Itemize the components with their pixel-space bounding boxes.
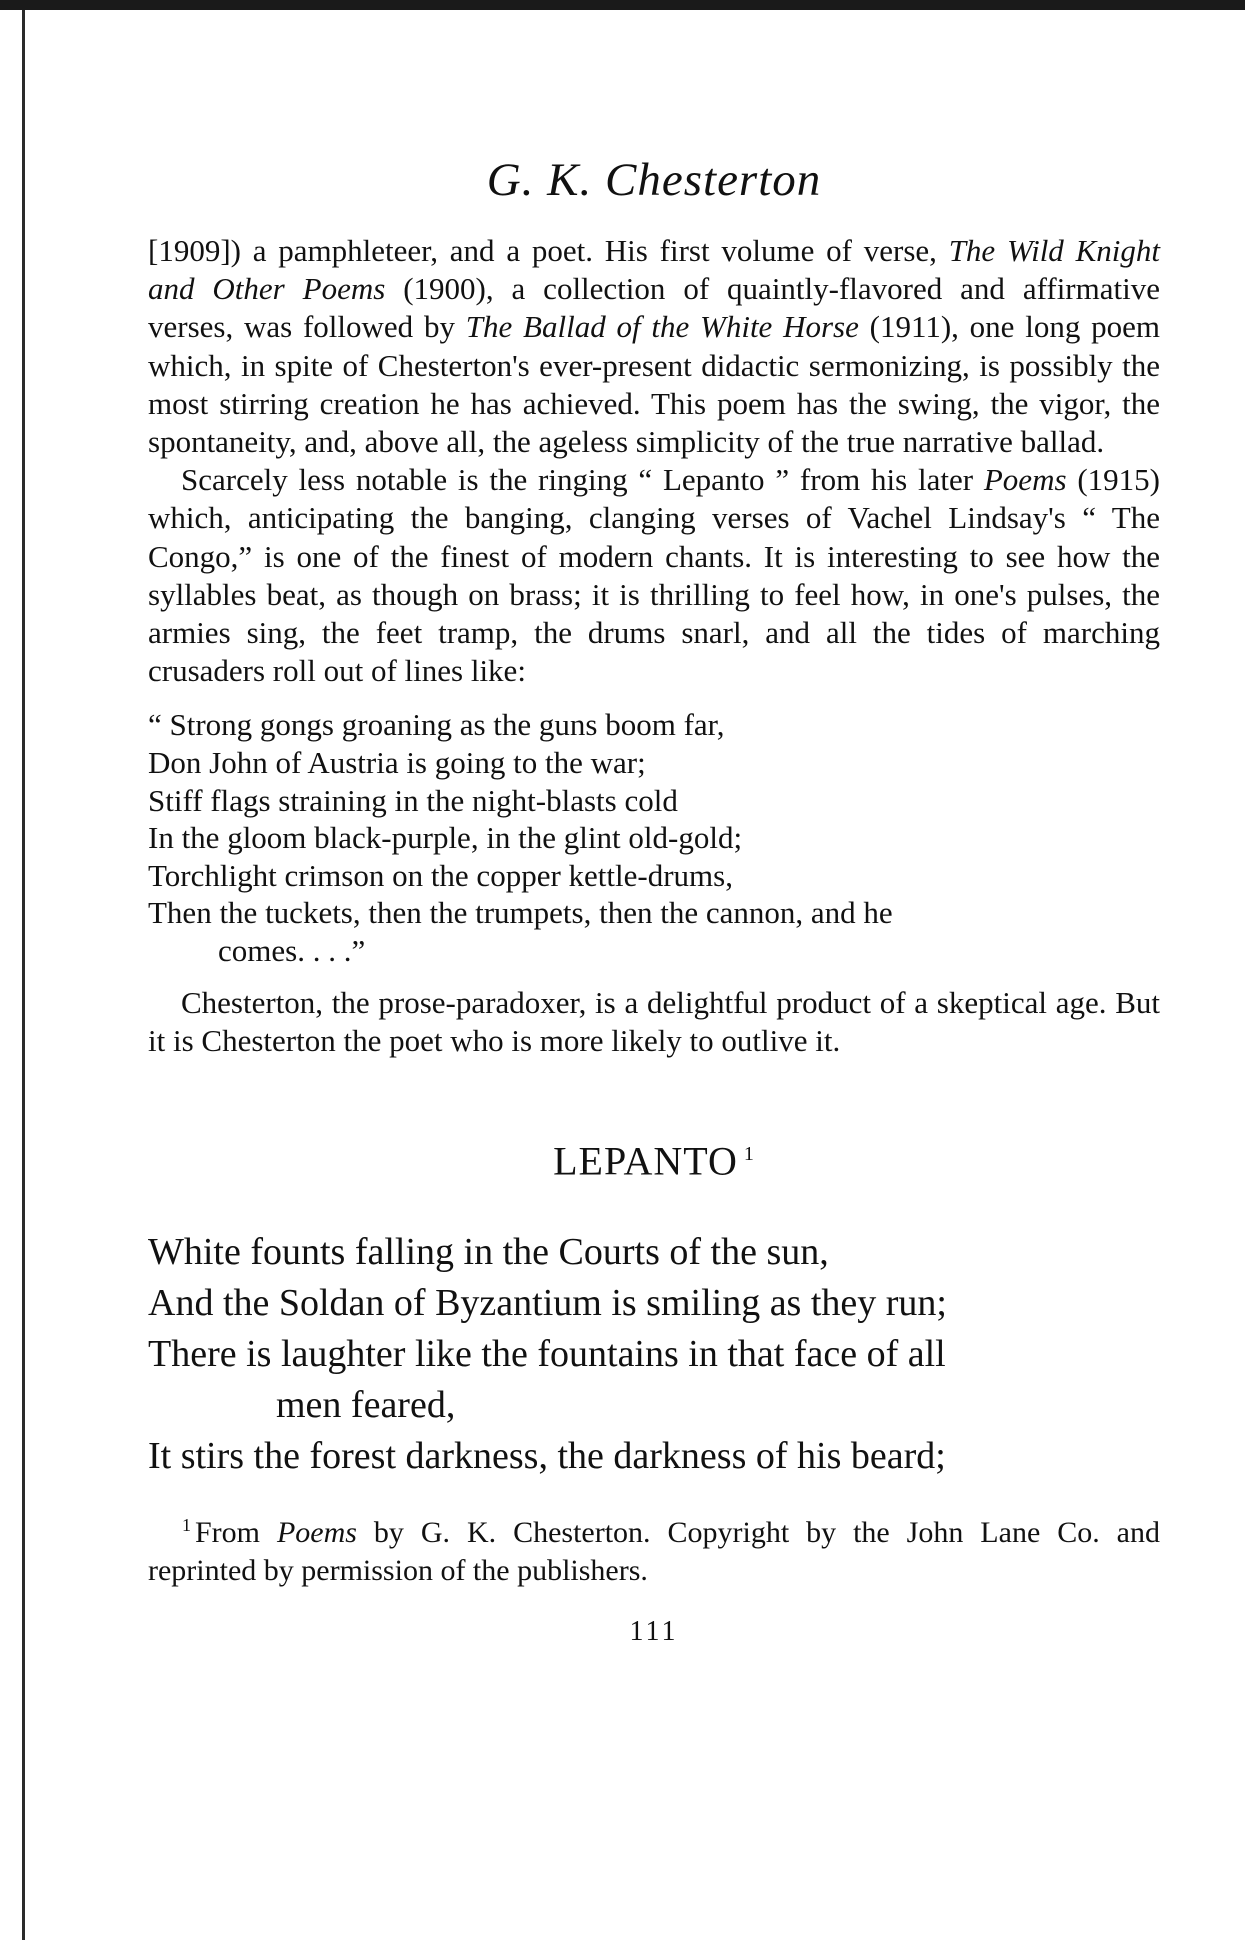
quote-line: In the gloom black-purple, in the glint old-gold;	[148, 820, 743, 856]
quote-line: Then the tuckets, then the trumpets, then the cannon, and he	[148, 895, 893, 931]
paragraph-lepanto-text-1: Scarcely less notable is the ringing “ Lepanto ” from his later	[181, 462, 984, 498]
footnote-text-2: by G. K. Chesterton. Copyright by the John Lane Co. and reprinted by permission of the publishers.	[148, 1516, 1160, 1588]
poem-line-continuation: men feared,	[276, 1384, 456, 1427]
paragraph-intro-text-3: (1911), one long poem which, in spite of Chesterton's ever-present didactic sermonizing, is possibly the most stirring creation he has achieved. This poem has the swing, the vigor, the spontaneity, and, above all, the ageless simplicity of the true narrative ballad.	[148, 309, 1160, 460]
poem-line: And the Soldan of Byzantium is smiling as they run;	[148, 1282, 947, 1325]
poem-title-text: LEPANTO	[553, 1138, 738, 1184]
left-edge-rule	[22, 10, 25, 1940]
poem-line: There is laughter like the fountains in that face of all	[148, 1333, 946, 1376]
quote-line: Stiff flags straining in the night-blasts cold	[148, 782, 678, 818]
book-title-poems: Poems	[983, 462, 1067, 498]
poem-line: It stirs the forest darkness, the darkness of his beard;	[148, 1435, 946, 1478]
quote-line: Don John of Austria is going to the war;	[148, 745, 646, 781]
top-edge-rule	[0, 0, 1245, 10]
book-title-wild-knight: The Wild Knight and Other Poems	[148, 233, 1160, 307]
footnote-marker: 1	[743, 1143, 755, 1165]
quote-line-continuation: comes. . . .”	[218, 933, 366, 968]
book-title-white-horse: The Ballad of the White Horse	[465, 309, 859, 345]
poem-body	[148, 1227, 1160, 1482]
quoted-verse	[148, 706, 1160, 969]
poem-title	[148, 1128, 1160, 1187]
paragraph-intro-text-1: [1909]) a pamphleteer, and a poet. His first volume of verse,	[148, 233, 949, 268]
paragraph-intro-text-2: (1900), a collection of quaintly-flavored and affirmative verses, was followed by	[148, 271, 1160, 345]
book-page	[148, 150, 1160, 1648]
page-number: 111	[629, 1616, 679, 1648]
footnote-text-1: From	[195, 1516, 277, 1550]
footnote-mark: 1	[182, 1515, 191, 1536]
footnote-book-title: Poems	[276, 1516, 357, 1550]
poem-line: White founts falling in the Courts of the sun,	[148, 1231, 829, 1274]
paragraph-intro	[148, 232, 1160, 461]
paragraph-conclusion: Chesterton, the prose-paradoxer, is a delightful product of a skeptical age. But it is Chesterton the poet who is more likely to outlive it.	[148, 984, 1160, 1058]
paragraph-lepanto	[148, 461, 1160, 690]
paragraph-lepanto-text-2: (1915) which, anticipating the banging, clanging verses of Vachel Lindsay's “ The Congo,” is one of the finest of modern chants. It is interesting to see how the syllables beat, as though on brass; it is thrilling to feel how, in one's pulses, the armies sing, the feet tramp, the drums snarl, and all the tides of marching crusaders roll out of lines like:	[148, 462, 1160, 689]
quote-line: Torchlight crimson on the copper kettle-drums,	[148, 857, 733, 893]
running-head: G. K. Chesterton	[486, 154, 822, 206]
quote-line: “ Strong gongs groaning as the guns boom far,	[148, 707, 725, 743]
footnote	[148, 1506, 1160, 1590]
